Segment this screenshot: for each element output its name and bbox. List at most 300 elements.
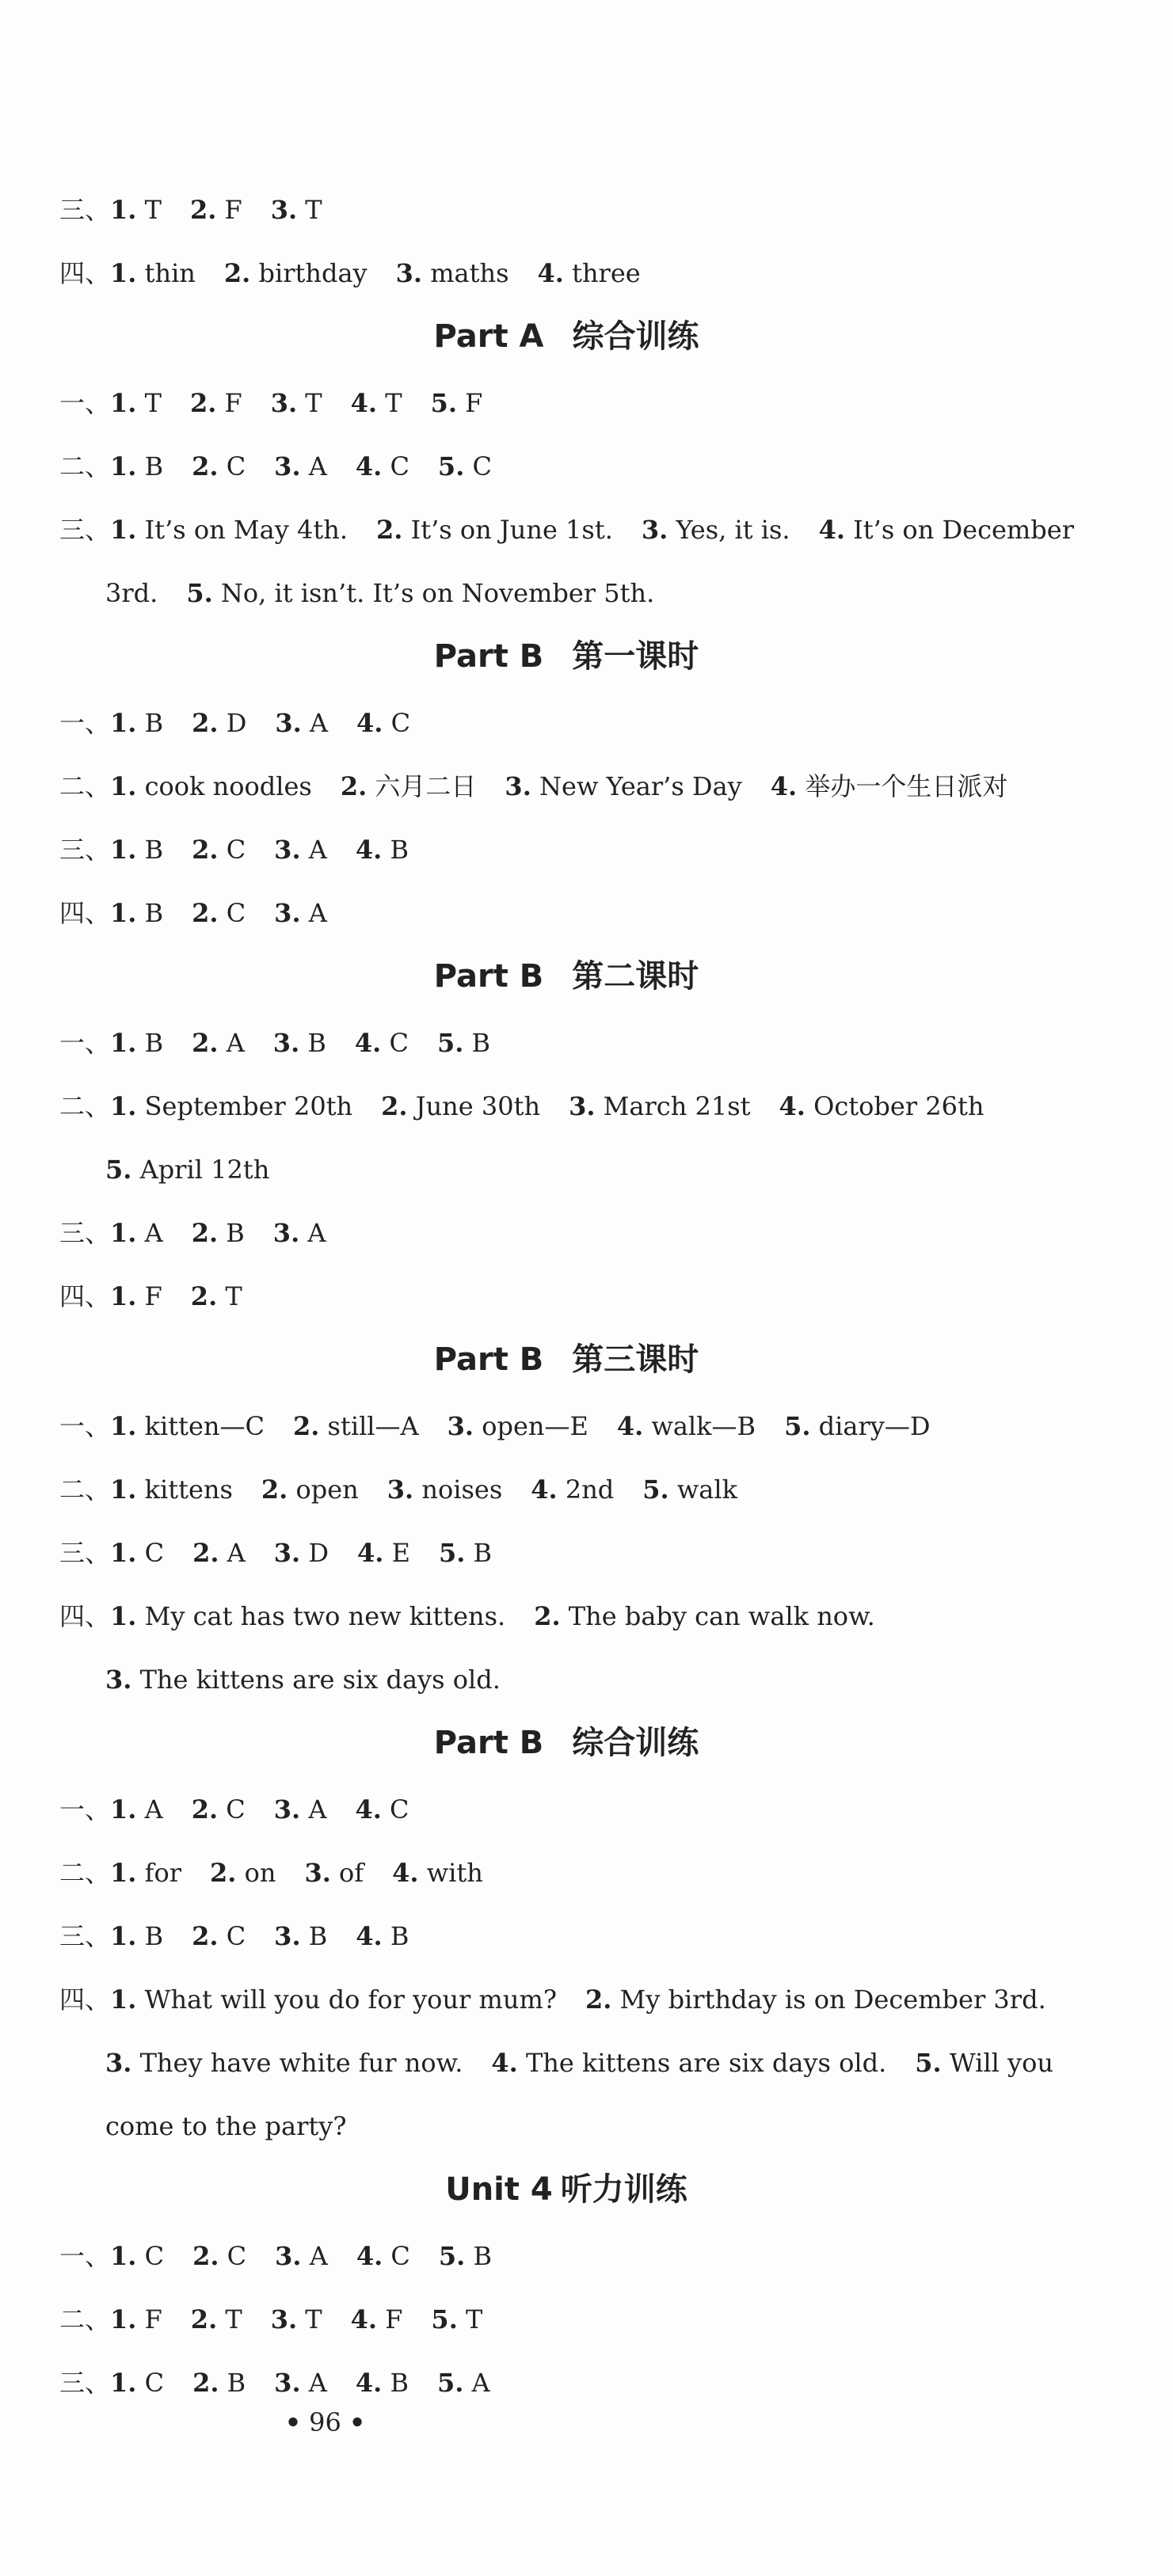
answer-number: 2. bbox=[376, 515, 403, 545]
answer-line bbox=[59, 1201, 1073, 1265]
answer-text: E bbox=[383, 1538, 410, 1568]
answer-text: The baby can walk now. bbox=[560, 1601, 875, 1631]
answer-number: 1. bbox=[110, 2368, 137, 2398]
question-group-label: 一、 bbox=[59, 1794, 111, 1825]
answer-number: 2. bbox=[585, 1984, 612, 2015]
answer-item bbox=[274, 451, 327, 481]
answer-number: 2. bbox=[191, 1794, 219, 1825]
answer-item bbox=[192, 1794, 246, 1825]
section-heading bbox=[59, 1328, 1073, 1395]
answer-text: Will you bbox=[941, 2048, 1053, 2078]
answer-item bbox=[192, 1218, 245, 1248]
answer-item bbox=[356, 2368, 409, 2398]
answer-number: 3. bbox=[272, 1218, 300, 1248]
answer-item bbox=[274, 898, 327, 928]
answer-item bbox=[110, 835, 163, 865]
answer-number: 5. bbox=[436, 2368, 464, 2398]
question-group-label: 一、 bbox=[59, 1411, 111, 1441]
answer-line bbox=[59, 371, 1073, 435]
answer-number: 2. bbox=[534, 1601, 561, 1631]
answer-text: March 21st bbox=[595, 1091, 751, 1121]
page-number: • 96 • bbox=[284, 2407, 366, 2437]
answer-item bbox=[192, 2241, 246, 2271]
answer-text: My birthday is on December 3rd. bbox=[611, 1984, 1046, 2015]
answer-text: diary—D bbox=[810, 1411, 931, 1441]
question-group-label: 三、 bbox=[59, 2368, 111, 2398]
section-heading-title: 第一课时 bbox=[572, 638, 699, 675]
answer-item bbox=[293, 1411, 419, 1441]
answer-line bbox=[59, 1585, 1073, 1648]
question-group-label: 二、 bbox=[59, 771, 111, 801]
answer-item bbox=[110, 2241, 164, 2271]
answer-item bbox=[224, 258, 368, 288]
answer-text: walk—B bbox=[643, 1411, 756, 1441]
answer-text: B bbox=[300, 1921, 328, 1951]
answer-text: What will you do for your mum? bbox=[136, 1984, 557, 2015]
answer-line bbox=[59, 2288, 1073, 2351]
answer-line bbox=[59, 178, 1073, 242]
answer-text: A bbox=[136, 1218, 163, 1248]
answer-number: 3. bbox=[105, 1665, 132, 1695]
question-group-label: 三、 bbox=[59, 515, 111, 545]
answer-text: T bbox=[136, 195, 162, 225]
answer-number: 1. bbox=[110, 1474, 137, 1505]
answer-text: B bbox=[219, 2368, 246, 2398]
answer-text: C bbox=[382, 451, 409, 481]
answer-item bbox=[304, 1858, 364, 1888]
answer-item bbox=[431, 2304, 482, 2334]
answer-text: three bbox=[563, 258, 641, 288]
answer-number: 4. bbox=[770, 771, 798, 801]
answer-text: B bbox=[465, 1538, 493, 1568]
answer-item bbox=[110, 451, 163, 481]
answer-item bbox=[190, 195, 242, 225]
answer-text: birthday bbox=[250, 258, 368, 288]
answer-item bbox=[191, 1281, 242, 1311]
answer-item bbox=[275, 2241, 328, 2271]
answer-item bbox=[110, 2304, 162, 2334]
answer-item bbox=[271, 195, 322, 225]
answer-text: F bbox=[136, 1281, 162, 1311]
answer-text: A bbox=[301, 2241, 328, 2271]
answer-number: 4. bbox=[779, 1091, 805, 1121]
answer-number: 1. bbox=[110, 2241, 137, 2271]
question-group-label: 一、 bbox=[59, 388, 111, 418]
answer-text: 举办一个生日派对 bbox=[797, 771, 1008, 801]
answer-text: kitten—C bbox=[136, 1411, 265, 1441]
answer-number: 1. bbox=[110, 1601, 137, 1631]
answer-number: 5. bbox=[915, 2048, 942, 2078]
answer-number: 1. bbox=[110, 771, 137, 801]
answer-item bbox=[110, 1281, 162, 1311]
answer-text: C bbox=[218, 1794, 246, 1825]
answer-number: 4. bbox=[531, 1474, 558, 1505]
answer-text: C bbox=[383, 708, 411, 738]
answer-item bbox=[110, 898, 163, 928]
answer-item bbox=[437, 1028, 490, 1058]
answer-item bbox=[642, 515, 790, 545]
section-heading bbox=[59, 305, 1073, 371]
answer-text: A bbox=[136, 1794, 163, 1825]
answer-number: 5. bbox=[430, 388, 457, 418]
answer-text: for bbox=[136, 1858, 181, 1888]
answer-number: 2. bbox=[190, 1281, 218, 1311]
answer-item bbox=[784, 1411, 930, 1441]
answer-text: T bbox=[297, 195, 322, 225]
answer-line bbox=[59, 1138, 1073, 1201]
answer-number: 4. bbox=[354, 1028, 382, 1058]
answer-text: C bbox=[218, 451, 246, 481]
answer-number: 3. bbox=[272, 1028, 300, 1058]
answer-text: B bbox=[136, 1028, 164, 1058]
answer-text: It’s on June 1st. bbox=[402, 515, 613, 545]
answer-number: 3. bbox=[274, 1921, 301, 1951]
answer-text: The kittens are six days old. bbox=[517, 2048, 887, 2078]
answer-line bbox=[59, 1075, 1073, 1138]
answer-line bbox=[59, 2224, 1073, 2288]
question-group-label: 三、 bbox=[59, 1921, 111, 1951]
answer-text: on bbox=[236, 1858, 276, 1888]
answer-item bbox=[105, 1155, 269, 1185]
answer-number: 4. bbox=[818, 515, 845, 545]
answer-text: T bbox=[217, 2304, 242, 2334]
answer-item bbox=[771, 771, 1008, 801]
answer-text: of bbox=[330, 1858, 364, 1888]
answer-line bbox=[59, 1395, 1073, 1458]
answer-text: F bbox=[456, 388, 483, 418]
answer-number: 5. bbox=[186, 578, 213, 608]
answer-item bbox=[192, 1538, 246, 1568]
answer-text: T bbox=[136, 388, 162, 418]
question-group-label: 一、 bbox=[59, 2241, 111, 2271]
answer-text: A bbox=[300, 898, 327, 928]
answer-text: B bbox=[465, 2241, 492, 2271]
answer-item bbox=[110, 1601, 505, 1631]
question-group-label: 三、 bbox=[59, 1538, 111, 1568]
answer-number: 1. bbox=[110, 2304, 137, 2334]
answer-item bbox=[274, 1794, 327, 1825]
question-group-label: 四、 bbox=[59, 1601, 111, 1631]
answer-text: walk bbox=[668, 1474, 737, 1505]
answer-item bbox=[110, 1028, 163, 1058]
answer-line bbox=[59, 1458, 1073, 1521]
answer-item bbox=[261, 1474, 359, 1505]
answer-line bbox=[59, 1521, 1073, 1585]
answer-number: 1. bbox=[110, 515, 137, 545]
answer-number: 3. bbox=[569, 1091, 596, 1121]
answer-item bbox=[396, 258, 509, 288]
section-heading-title: 听力训练 bbox=[560, 2171, 687, 2208]
answer-line bbox=[59, 2351, 1073, 2414]
answer-number: 2. bbox=[192, 708, 219, 738]
answer-item bbox=[819, 515, 1074, 545]
answer-item bbox=[387, 1474, 502, 1505]
answer-number: 3. bbox=[304, 1858, 331, 1888]
answer-number: 2. bbox=[189, 195, 217, 225]
answer-item bbox=[105, 578, 158, 608]
answer-item bbox=[110, 1218, 163, 1248]
answer-line bbox=[59, 498, 1073, 561]
answer-text: October 26th bbox=[805, 1091, 984, 1121]
question-group-label: 二、 bbox=[59, 2304, 111, 2334]
answer-number: 5. bbox=[431, 2304, 458, 2334]
answer-item bbox=[356, 451, 409, 481]
answer-text: F bbox=[216, 195, 242, 225]
answer-item bbox=[110, 258, 196, 288]
answer-number: 1. bbox=[110, 1091, 137, 1121]
section-heading-part: Part B bbox=[433, 958, 544, 995]
answer-number: 2. bbox=[192, 835, 219, 865]
answer-item bbox=[210, 1858, 276, 1888]
answer-text: C bbox=[136, 2241, 165, 2271]
answer-item bbox=[273, 1028, 326, 1058]
section-heading-part: Part A bbox=[433, 318, 544, 355]
answer-text: B bbox=[299, 1028, 326, 1058]
answer-item bbox=[110, 2368, 164, 2398]
answer-item bbox=[356, 2241, 410, 2271]
answer-item bbox=[357, 1538, 410, 1568]
answer-text: C bbox=[381, 1028, 409, 1058]
answer-item bbox=[105, 1665, 501, 1695]
question-group-label: 三、 bbox=[59, 195, 111, 225]
answer-line bbox=[59, 1011, 1073, 1075]
answer-number: 5. bbox=[437, 451, 465, 481]
answer-number: 2. bbox=[223, 258, 251, 288]
answer-item bbox=[534, 1601, 875, 1631]
section-heading bbox=[59, 945, 1073, 1011]
answer-text: B bbox=[136, 451, 164, 481]
question-group-label: 四、 bbox=[59, 1281, 111, 1311]
answer-text: kittens bbox=[136, 1474, 233, 1505]
answer-text: B bbox=[382, 835, 409, 865]
answer-text: T bbox=[297, 388, 322, 418]
answer-text: C bbox=[381, 1794, 409, 1825]
answer-text: 2nd bbox=[557, 1474, 615, 1505]
answer-text: C bbox=[218, 898, 246, 928]
answer-item bbox=[437, 2368, 490, 2398]
answer-number: 2. bbox=[192, 2241, 219, 2271]
answer-item bbox=[192, 835, 246, 865]
answer-text: C bbox=[218, 835, 246, 865]
answer-text: C bbox=[136, 2368, 165, 2398]
answer-item bbox=[105, 2111, 346, 2141]
answer-number: 2. bbox=[191, 1218, 219, 1248]
answer-number: 3. bbox=[274, 451, 301, 481]
answer-number: 5. bbox=[642, 1474, 669, 1505]
answer-line bbox=[59, 818, 1073, 881]
answer-number: 4. bbox=[355, 2368, 383, 2398]
answer-number: 4. bbox=[357, 1538, 384, 1568]
answer-item bbox=[275, 708, 328, 738]
answer-item bbox=[110, 1858, 181, 1888]
answer-text: thin bbox=[136, 258, 196, 288]
answer-item bbox=[110, 1921, 163, 1951]
answer-text: New Year’s Day bbox=[531, 771, 742, 801]
answer-item bbox=[642, 1474, 737, 1505]
answer-number: 2. bbox=[192, 1538, 219, 1568]
answer-item bbox=[110, 1984, 557, 2015]
answer-text: A bbox=[300, 835, 327, 865]
answer-item bbox=[617, 1411, 756, 1441]
question-group-label: 一、 bbox=[59, 708, 111, 738]
answer-text: T bbox=[377, 388, 402, 418]
answer-number: 3. bbox=[641, 515, 668, 545]
answer-text: It’s on May 4th. bbox=[136, 515, 348, 545]
section-heading bbox=[59, 625, 1073, 691]
answer-text: C bbox=[136, 1538, 165, 1568]
answer-number: 3. bbox=[275, 708, 302, 738]
answer-item bbox=[356, 1921, 409, 1951]
answer-number: 3. bbox=[270, 195, 298, 225]
answer-number: 4. bbox=[491, 2048, 518, 2078]
answer-number: 1. bbox=[110, 1028, 137, 1058]
answer-number: 2. bbox=[292, 1411, 320, 1441]
answer-number: 3. bbox=[270, 388, 298, 418]
answer-line bbox=[59, 242, 1073, 305]
answer-text: T bbox=[457, 2304, 483, 2334]
answer-text: A bbox=[300, 2368, 327, 2398]
answer-number: 2. bbox=[189, 388, 217, 418]
answer-item bbox=[105, 2048, 463, 2078]
answer-number: 3. bbox=[105, 2048, 132, 2078]
answer-item bbox=[392, 1858, 483, 1888]
section-heading-part: Part B bbox=[433, 638, 544, 675]
answer-text: B bbox=[382, 1921, 409, 1951]
answer-text: B bbox=[218, 1218, 245, 1248]
answer-text: T bbox=[297, 2304, 322, 2334]
answer-number: 3. bbox=[274, 835, 301, 865]
answer-item bbox=[110, 388, 162, 418]
answer-number: 1. bbox=[110, 388, 137, 418]
answer-item bbox=[110, 708, 163, 738]
answer-line bbox=[59, 1265, 1073, 1328]
answer-number: 1. bbox=[110, 1921, 137, 1951]
answer-item bbox=[271, 388, 322, 418]
answer-text: B bbox=[136, 898, 164, 928]
answer-item bbox=[190, 388, 242, 418]
question-group-label: 四、 bbox=[59, 898, 111, 928]
answer-text: A bbox=[300, 451, 327, 481]
answer-number: 2. bbox=[192, 1921, 219, 1951]
answer-item bbox=[915, 2048, 1053, 2078]
answer-number: 4. bbox=[350, 2304, 378, 2334]
answer-item bbox=[381, 1091, 540, 1121]
answer-number: 4. bbox=[537, 258, 564, 288]
answer-item bbox=[274, 835, 327, 865]
answer-number: 5. bbox=[784, 1411, 811, 1441]
answer-line bbox=[59, 1904, 1073, 1968]
answer-text: They have white fur now. bbox=[131, 2048, 463, 2078]
answer-item bbox=[355, 1028, 409, 1058]
answer-number: 2. bbox=[190, 2304, 218, 2334]
answer-item bbox=[531, 1474, 614, 1505]
answer-number: 1. bbox=[110, 1281, 137, 1311]
answer-line bbox=[59, 1968, 1073, 2031]
answer-text: C bbox=[383, 2241, 410, 2271]
answer-item bbox=[110, 771, 312, 801]
section-heading-part: Part B bbox=[433, 1725, 544, 1761]
answer-text: June 30th bbox=[407, 1091, 541, 1121]
answer-number: 2. bbox=[192, 2368, 219, 2398]
answer-item bbox=[585, 1984, 1046, 2015]
answer-text: A bbox=[299, 1218, 326, 1248]
section-heading bbox=[59, 2158, 1073, 2224]
answer-number: 1. bbox=[110, 1218, 137, 1248]
answer-number: 1. bbox=[110, 708, 137, 738]
answer-line bbox=[59, 2031, 1073, 2095]
answer-text: A bbox=[218, 1028, 245, 1058]
answer-item bbox=[192, 2368, 246, 2398]
answer-text: 3rd. bbox=[105, 578, 158, 608]
answer-number: 3. bbox=[275, 2241, 302, 2271]
answer-item bbox=[439, 2241, 492, 2271]
section-heading-part: Unit 4 bbox=[445, 2171, 553, 2208]
answer-item bbox=[110, 1091, 352, 1121]
answer-item bbox=[439, 1538, 492, 1568]
answer-item bbox=[274, 1538, 329, 1568]
answer-text: open bbox=[288, 1474, 359, 1505]
answer-number: 3. bbox=[505, 771, 531, 801]
answer-item bbox=[192, 708, 246, 738]
answer-item bbox=[505, 771, 741, 801]
answer-number: 1. bbox=[110, 1984, 137, 2015]
answer-number: 2. bbox=[192, 1028, 219, 1058]
answer-item bbox=[191, 2304, 242, 2334]
answer-line bbox=[59, 1841, 1073, 1904]
answer-item bbox=[538, 258, 641, 288]
section-heading-title: 第三课时 bbox=[572, 1341, 699, 1378]
question-group-label: 一、 bbox=[59, 1028, 111, 1058]
answer-item bbox=[438, 451, 492, 481]
answer-item bbox=[192, 1921, 246, 1951]
section-heading-title: 综合训练 bbox=[572, 1725, 699, 1761]
answer-number: 4. bbox=[356, 1921, 383, 1951]
answer-number: 3. bbox=[395, 258, 423, 288]
answer-text: A bbox=[463, 2368, 490, 2398]
answer-line bbox=[59, 755, 1073, 818]
answer-item bbox=[110, 1411, 265, 1441]
answer-number: 2. bbox=[192, 898, 219, 928]
answer-item bbox=[110, 515, 348, 545]
section-heading-title: 第二课时 bbox=[572, 958, 699, 995]
answer-number: 5. bbox=[438, 1538, 466, 1568]
answer-number: 4. bbox=[356, 708, 383, 738]
answer-number: 4. bbox=[356, 2241, 383, 2271]
answer-number: 4. bbox=[350, 388, 378, 418]
question-group-label: 四、 bbox=[59, 1984, 111, 2015]
answer-number: 3. bbox=[273, 1538, 301, 1568]
answer-text: come to the party? bbox=[105, 2111, 347, 2141]
answer-number: 3. bbox=[274, 2368, 301, 2398]
answer-item bbox=[376, 515, 613, 545]
answer-item bbox=[431, 388, 483, 418]
answer-text: open—E bbox=[474, 1411, 588, 1441]
answer-item bbox=[110, 1794, 163, 1825]
answer-text: A bbox=[301, 708, 329, 738]
answer-text: with bbox=[418, 1858, 483, 1888]
answer-number: 2. bbox=[192, 451, 219, 481]
answer-text: C bbox=[464, 451, 492, 481]
answer-number: 2. bbox=[381, 1091, 408, 1121]
answer-text: September 20th bbox=[136, 1091, 353, 1121]
answer-number: 1. bbox=[110, 1411, 137, 1441]
answer-number: 4. bbox=[355, 835, 383, 865]
answer-number: 2. bbox=[340, 771, 368, 801]
answer-item bbox=[110, 1538, 164, 1568]
answer-number: 1. bbox=[110, 835, 137, 865]
section-heading-title: 综合训练 bbox=[572, 318, 699, 355]
answer-text: maths bbox=[422, 258, 509, 288]
